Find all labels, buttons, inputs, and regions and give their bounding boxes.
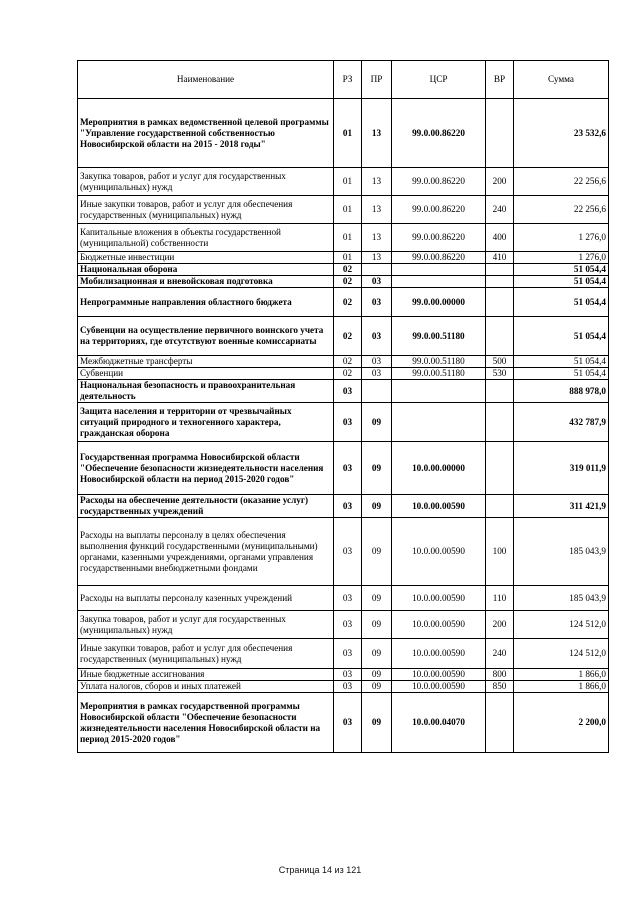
cell-name: Мероприятия в рамках ведомственной целевой программы "Управление государственной собственностью Новосибирской области на 2015 - 2018 годы"	[78, 99, 334, 168]
cell-rz: 03	[334, 669, 362, 681]
table-row	[78, 639, 609, 669]
cell-csr: 10.0.00.00590	[392, 611, 486, 639]
cell-vr: 850	[486, 681, 514, 693]
cell-sum: 51 054,4	[514, 356, 609, 368]
cell-csr: 99.0.00.86220	[392, 224, 486, 252]
table-row	[78, 288, 609, 317]
cell-csr: 99.0.00.51180	[392, 317, 486, 356]
cell-vr	[486, 380, 514, 403]
cell-rz: 03	[334, 639, 362, 669]
budget-table	[77, 60, 609, 753]
cell-pr: 09	[362, 611, 392, 639]
cell-pr: 13	[362, 99, 392, 168]
cell-rz: 01	[334, 252, 362, 264]
cell-sum: 1 866,0	[514, 681, 609, 693]
cell-name: Национальная безопасность и правоохранительная деятельность	[78, 380, 334, 403]
cell-name: Расходы на обеспечение деятельности (оказание услуг) государственных учреждений	[78, 495, 334, 518]
cell-rz: 03	[334, 380, 362, 403]
cell-name: Непрограммные направления областного бюджета	[78, 288, 334, 317]
table-body	[78, 99, 609, 753]
table-row	[78, 276, 609, 288]
cell-vr: 400	[486, 224, 514, 252]
cell-name: Расходы на выплаты персоналу в целях обеспечения выполнения функций государственными (муниципальными) органами, казенными учреждениями, органами управления государственными внебюджетными фондами	[78, 518, 334, 586]
cell-pr: 13	[362, 196, 392, 224]
cell-pr: 09	[362, 693, 392, 753]
cell-vr: 530	[486, 368, 514, 380]
cell-vr: 500	[486, 356, 514, 368]
cell-sum: 23 532,6	[514, 99, 609, 168]
cell-csr: 10.0.00.00590	[392, 518, 486, 586]
cell-sum: 888 978,0	[514, 380, 609, 403]
table-row	[78, 264, 609, 276]
cell-sum: 1 866,0	[514, 669, 609, 681]
cell-vr	[486, 276, 514, 288]
cell-pr: 03	[362, 368, 392, 380]
cell-sum: 22 256,6	[514, 196, 609, 224]
cell-csr: 99.0.00.51180	[392, 368, 486, 380]
cell-vr	[486, 403, 514, 442]
cell-csr: 10.0.00.04070	[392, 693, 486, 753]
cell-rz: 01	[334, 196, 362, 224]
cell-sum: 124 512,0	[514, 639, 609, 669]
table-row	[78, 317, 609, 356]
cell-csr: 99.0.00.86220	[392, 99, 486, 168]
cell-sum: 51 054,4	[514, 368, 609, 380]
cell-vr: 100	[486, 518, 514, 586]
cell-pr	[362, 264, 392, 276]
cell-name: Иные бюджетные ассигнования	[78, 669, 334, 681]
table-row	[78, 356, 609, 368]
cell-csr: 99.0.00.86220	[392, 196, 486, 224]
cell-csr: 99.0.00.86220	[392, 168, 486, 196]
cell-vr	[486, 693, 514, 753]
cell-sum: 2 200,0	[514, 693, 609, 753]
cell-csr: 10.0.00.00590	[392, 495, 486, 518]
cell-rz: 02	[334, 368, 362, 380]
cell-sum: 1 276,0	[514, 224, 609, 252]
cell-vr	[486, 495, 514, 518]
cell-csr: 10.0.00.00590	[392, 639, 486, 669]
cell-csr: 10.0.00.00590	[392, 669, 486, 681]
cell-vr	[486, 288, 514, 317]
cell-pr: 09	[362, 639, 392, 669]
cell-csr: 10.0.00.00590	[392, 586, 486, 611]
table-row	[78, 252, 609, 264]
cell-pr	[362, 380, 392, 403]
cell-name: Капитальные вложения в объекты государственной (муниципальной) собственности	[78, 224, 334, 252]
header-csr: ЦСР	[392, 61, 486, 99]
cell-name: Закупка товаров, работ и услуг для государственных (муниципальных) нужд	[78, 168, 334, 196]
header-rz: РЗ	[334, 61, 362, 99]
cell-sum: 22 256,6	[514, 168, 609, 196]
cell-rz: 01	[334, 99, 362, 168]
cell-name: Межбюджетные трансферты	[78, 356, 334, 368]
cell-name: Уплата налогов, сборов и иных платежей	[78, 681, 334, 693]
cell-sum: 432 787,9	[514, 403, 609, 442]
cell-rz: 03	[334, 611, 362, 639]
cell-sum: 319 011,9	[514, 442, 609, 495]
table-row	[78, 669, 609, 681]
cell-sum: 185 043,9	[514, 586, 609, 611]
cell-csr	[392, 276, 486, 288]
cell-pr: 03	[362, 288, 392, 317]
cell-pr: 03	[362, 276, 392, 288]
cell-name: Субвенции	[78, 368, 334, 380]
table-row	[78, 681, 609, 693]
cell-name: Мероприятия в рамках государственной программы Новосибирской области "Обеспечение безопасности жизнедеятельности населения Новосибирской области на период 2015-2020 годов"	[78, 693, 334, 753]
cell-vr: 240	[486, 196, 514, 224]
table-row	[78, 693, 609, 753]
cell-vr: 410	[486, 252, 514, 264]
cell-sum: 124 512,0	[514, 611, 609, 639]
cell-csr	[392, 403, 486, 442]
cell-vr: 200	[486, 611, 514, 639]
table-row	[78, 403, 609, 442]
cell-name: Государственная программа Новосибирской области "Обеспечение безопасности жизнедеятельности населения Новосибирской области на период 2015-2020 годов"	[78, 442, 334, 495]
cell-rz: 03	[334, 403, 362, 442]
cell-pr: 13	[362, 224, 392, 252]
table-row	[78, 224, 609, 252]
cell-csr: 99.0.00.00000	[392, 288, 486, 317]
page-number: Страница 14 из 121	[278, 865, 362, 875]
cell-pr: 09	[362, 403, 392, 442]
cell-rz: 02	[334, 288, 362, 317]
cell-sum: 51 054,4	[514, 317, 609, 356]
header-name: Наименование	[78, 61, 334, 99]
cell-vr	[486, 442, 514, 495]
cell-csr	[392, 380, 486, 403]
cell-rz: 02	[334, 317, 362, 356]
cell-rz: 03	[334, 693, 362, 753]
cell-rz: 02	[334, 264, 362, 276]
cell-rz: 02	[334, 356, 362, 368]
cell-csr: 10.0.00.00590	[392, 681, 486, 693]
cell-csr: 10.0.00.00000	[392, 442, 486, 495]
cell-vr: 110	[486, 586, 514, 611]
table-row	[78, 586, 609, 611]
cell-vr	[486, 99, 514, 168]
cell-sum: 51 054,4	[514, 264, 609, 276]
cell-vr: 240	[486, 639, 514, 669]
cell-sum: 311 421,9	[514, 495, 609, 518]
cell-pr: 09	[362, 518, 392, 586]
cell-name: Национальная оборона	[78, 264, 334, 276]
cell-csr	[392, 264, 486, 276]
cell-pr: 03	[362, 317, 392, 356]
cell-sum: 51 054,4	[514, 276, 609, 288]
cell-name: Мобилизационная и вневойсковая подготовка	[78, 276, 334, 288]
cell-name: Иные закупки товаров, работ и услуг для обеспечения государственных (муниципальных) нужд	[78, 639, 334, 669]
cell-rz: 03	[334, 442, 362, 495]
cell-name: Закупка товаров, работ и услуг для государственных (муниципальных) нужд	[78, 611, 334, 639]
cell-rz: 02	[334, 276, 362, 288]
cell-pr: 09	[362, 681, 392, 693]
table-row	[78, 196, 609, 224]
table-row	[78, 518, 609, 586]
header-pr: ПР	[362, 61, 392, 99]
cell-vr	[486, 317, 514, 356]
cell-csr: 99.0.00.86220	[392, 252, 486, 264]
table-row	[78, 442, 609, 495]
cell-rz: 01	[334, 224, 362, 252]
cell-pr: 09	[362, 669, 392, 681]
table-row	[78, 495, 609, 518]
cell-name: Защита населения и территории от чрезвычайных ситуаций природного и техногенного характера, гражданская оборона	[78, 403, 334, 442]
cell-pr: 09	[362, 442, 392, 495]
cell-pr: 13	[362, 168, 392, 196]
cell-pr: 09	[362, 586, 392, 611]
cell-rz: 03	[334, 586, 362, 611]
cell-sum: 185 043,9	[514, 518, 609, 586]
cell-rz: 01	[334, 168, 362, 196]
cell-sum: 51 054,4	[514, 288, 609, 317]
cell-vr: 800	[486, 669, 514, 681]
table-row	[78, 380, 609, 403]
cell-rz: 03	[334, 681, 362, 693]
cell-rz: 03	[334, 518, 362, 586]
table-header-row	[78, 61, 609, 99]
cell-name: Расходы на выплаты персоналу казенных учреждений	[78, 586, 334, 611]
cell-vr	[486, 264, 514, 276]
cell-name: Субвенции на осуществление первичного воинского учета на территориях, где отсутствуют военные комиссариаты	[78, 317, 334, 356]
cell-pr: 03	[362, 356, 392, 368]
cell-csr: 99.0.00.51180	[392, 356, 486, 368]
table-row	[78, 99, 609, 168]
cell-pr: 09	[362, 495, 392, 518]
cell-name: Бюджетные инвестиции	[78, 252, 334, 264]
table-row	[78, 368, 609, 380]
table-row	[78, 168, 609, 196]
header-vr: ВР	[486, 61, 514, 99]
cell-vr: 200	[486, 168, 514, 196]
cell-pr: 13	[362, 252, 392, 264]
cell-sum: 1 276,0	[514, 252, 609, 264]
table-row	[78, 611, 609, 639]
cell-rz: 03	[334, 495, 362, 518]
header-sum: Сумма	[514, 61, 609, 99]
cell-name: Иные закупки товаров, работ и услуг для обеспечения государственных (муниципальных) нужд	[78, 196, 334, 224]
